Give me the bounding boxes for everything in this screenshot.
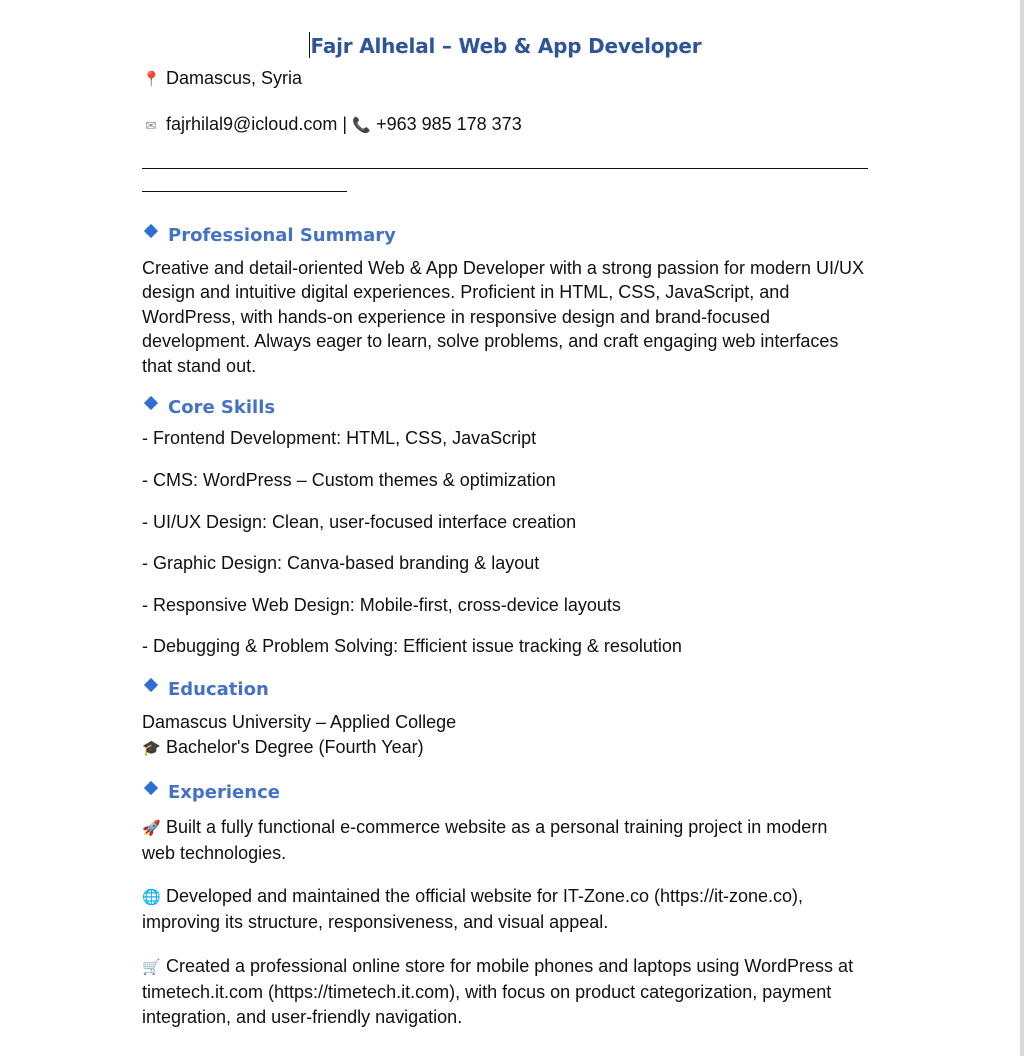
envelope-icon: ✉ — [145, 118, 157, 133]
skills-heading-text: Core Skills — [168, 397, 276, 418]
location-line — [142, 66, 302, 92]
section-heading-experience — [142, 782, 280, 803]
experience-item — [142, 954, 862, 1029]
horizontal-rule-tail — [142, 191, 347, 192]
rocket-icon: 🚀 — [142, 820, 161, 837]
text-cursor — [309, 32, 310, 58]
email-text[interactable]: fajrhilal9@icloud.com — [166, 114, 338, 134]
experience-item — [142, 884, 842, 935]
skill-item: - CMS: WordPress – Custom themes & optimization — [142, 470, 556, 490]
section-heading-education — [142, 679, 269, 700]
blue-diamond-icon — [144, 224, 158, 238]
skill-item: - Responsive Web Design: Mobile-first, cross-device layouts — [142, 595, 621, 615]
graduation-cap-icon: 🎓 — [142, 740, 161, 757]
summary-heading-text: Professional Summary — [168, 225, 396, 246]
skill-item: - Debugging & Problem Solving: Efficient issue tracking & resolution — [142, 636, 682, 656]
education-heading-text: Education — [168, 679, 269, 700]
experience-heading-text: Experience — [168, 782, 280, 803]
experience-text: Created a professional online store for mobile phones and laptops using WordPress at timetech.it.com (https://timetech.it.com), with focus on product categorization, payment integration, and user-friendly navigation. — [142, 956, 854, 1027]
skill-item: - Frontend Development: HTML, CSS, JavaScript — [142, 428, 537, 448]
skill-item: - Graphic Design: Canva-based branding & layout — [142, 553, 540, 573]
education-school: Damascus University – Applied College — [142, 712, 457, 732]
globe-icon: 🌐 — [142, 889, 161, 906]
round-pushpin-icon: 📍 — [142, 71, 161, 88]
section-heading-skills — [142, 397, 275, 418]
experience-text: Built a fully functional e-commerce website as a personal training project in modern web technologies. — [142, 817, 828, 864]
horizontal-rule — [142, 168, 868, 169]
blue-diamond-icon — [144, 396, 158, 410]
window-edge — [1020, 0, 1024, 1056]
page-title[interactable] — [142, 32, 868, 58]
skill-item: - UI/UX Design: Clean, user-focused interface creation — [142, 512, 577, 532]
shopping-cart-icon: 🛒 — [142, 959, 161, 976]
telephone-icon: 📞 — [352, 117, 371, 134]
experience-item — [142, 815, 862, 866]
location-text: Damascus, Syria — [166, 68, 303, 88]
blue-diamond-icon — [144, 678, 158, 692]
education-degree-line — [142, 735, 424, 761]
blue-diamond-icon — [144, 781, 158, 795]
summary-paragraph: Creative and detail-oriented Web & App Developer with a strong passion for modern UI/UX design and intuitive digital experiences. Proficient in HTML, CSS, JavaScript, and WordPress, with hands-on experience in responsive design and brand-focused development. Always eager to learn, solve problems, and craft engaging web interfaces that stand out. — [142, 258, 865, 376]
section-heading-summary — [142, 225, 396, 246]
phone-text: +963 985 178 373 — [376, 114, 522, 134]
education-degree: Bachelor's Degree (Fourth Year) — [166, 737, 424, 757]
contact-line — [142, 112, 522, 138]
experience-text: Developed and maintained the official website for IT-Zone.co (https://it-zone.co), improving its structure, responsiveness, and visual appeal. — [142, 886, 804, 933]
contact-separator: | — [342, 114, 348, 134]
name-title-text: Fajr Alhelal – Web & App Developer — [310, 34, 702, 58]
